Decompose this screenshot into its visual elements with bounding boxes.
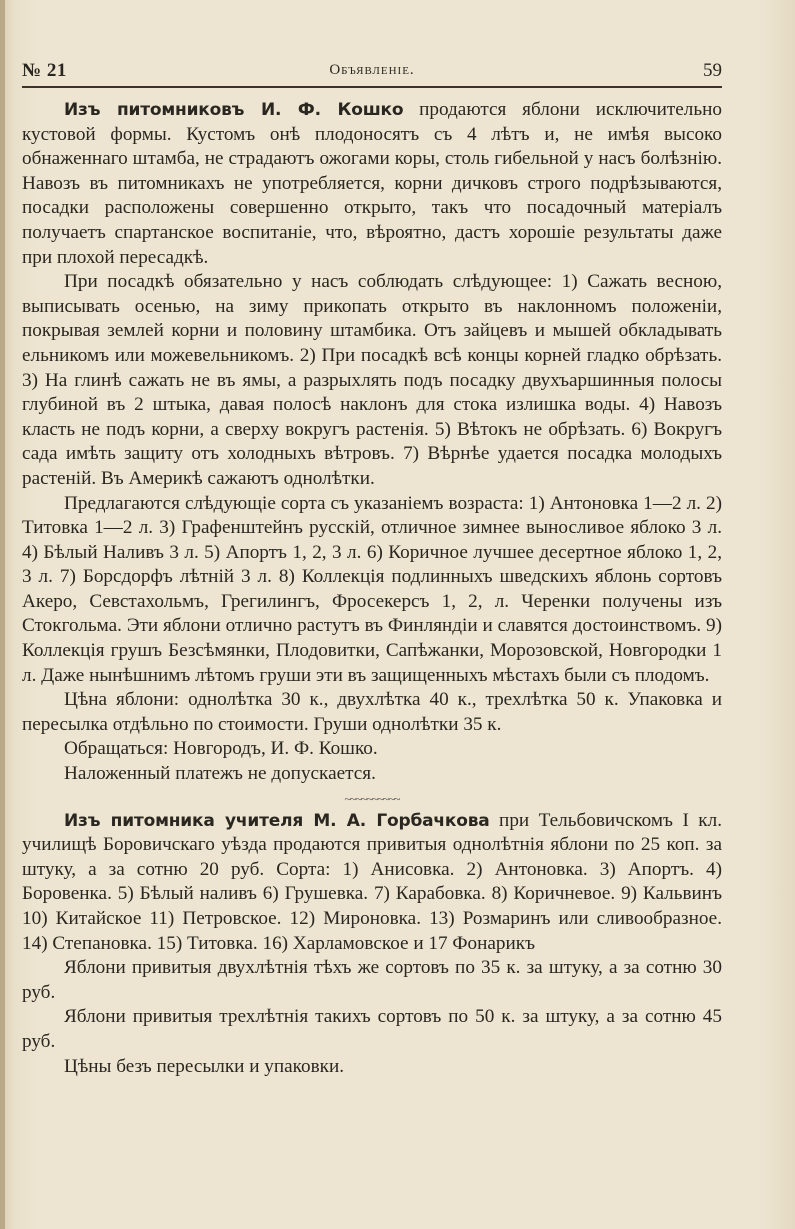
ad1-varieties: Предлагаются слѣдующіе сорта съ указаніемъ возраста: 1) Антоновка 1—2 л. 2) Титовка 1—2 л. 3) Графенштейнъ русскій, отличное зимнее выносливое яблоко 3 л. 4) Бѣлый Наливъ 3 л. 5) Апортъ 1, 2, 3 л. 6) Коричное лучшее десертное яблоко 1, 2, 3 л. 7) Борсдорфъ лѣтній 3 л. 8) Коллекція подлинныхъ шведскихъ яблонь сортовъ Акеро, Севстахольмъ, Грегилингъ, Фросекерсъ 1, 2, л. Черенки получены изъ Стокгольма. Эти яблони отлично растутъ въ Финляндіи и славятся достоинствомъ. 9) Коллекція грушъ Безсѣмянки, Плодовитки, Сапѣжанки, Морозовской, Новгородки 1 л. Даже нынѣшнимъ лѣтомъ груши эти въ защищенныхъ мѣстахъ были съ плодомъ. (22, 492, 722, 686)
page-number: 59 (703, 60, 722, 81)
ad1-planting-rules: При посадкѣ обязательно у насъ соблюдать слѣдующее: 1) Сажать весною, выписывать осенью, на зиму прикопать открыто въ наклонномъ положеніи, покрывая землей корни и половину штамбика. Отъ зайцевъ и мышей обкладывать ельникомъ или можевельникомъ. 2) При посадкѣ всѣ концы корней гладко обрѣзать. 3) На глинѣ сажать не въ ямы, а разрыхлять подъ посадку двухъаршинныя полосы глубиной въ 2 штыка, давая полосѣ наклонъ для стока излишка воды. 4) Навозъ класть не подъ корни, а сверху вокругъ растенія. 5) Вѣтокъ не обрѣзать. 6) Вокругъ сада имѣть защиту отъ холодныхъ вѣтровъ. 7) Вѣрнѣе удается посадка молодыхъ растеній. Въ Америкѣ сажаютъ однолѣтки. (22, 271, 722, 489)
ad2-two-year-prices: Яблони привитыя двухлѣтнія тѣхъ же сортовъ по 35 к. за штуку, а за сотню 30 руб. (22, 957, 722, 1003)
ad2-intro-text: при Тельбовичскомъ I кл. училищѣ Боровичскаго уѣзда продаются привитыя однолѣтнія яблони по 25 коп. за штуку, а за сотню 20 руб. Сорта: 1) Анисовка. 2) Антоновка. 3) Апортъ. 4) Боровенка. 5) Бѣлый наливъ 6) Грушевка. 7) Карабовка. 8) Коричневое. 9) Кальвинъ 10) Китайское 11) Петровское. 12) Мироновка. 13) Розмаринъ или сливообразное. 14) Степановка. 15) Титовка. 16) Харламовское и 17 Фонарикъ (22, 809, 723, 954)
section-divider: ~~~~~~~~~~ (344, 791, 400, 806)
ad1-prices: Цѣна яблони: однолѣтка 30 к., двухлѣтка 40 к., трехлѣтка 50 к. Упаковка и пересылка отдѣльно по стоимости. Груши однолѣтки 35 к. (22, 689, 722, 735)
ad1-payment-note: Наложенный платежъ не допускается. (64, 763, 376, 785)
ad1-intro-text: продаются яблони исключительно кустовой формы. Кустомъ онѣ плодоносятъ съ 4 лѣтъ и, не имѣя высоко обнаженнаго штамба, не страдаютъ ожогами коры, столь гибельной у насъ болѣзнію. Навозъ въ питомникахъ не употребляется, корни дичковъ строго подрѣзываются, посадки расположены совершенно открыто, такъ что посадочный матеріалъ получаетъ спартанское воспитаніе, что, вѣроятно, дастъ хорошіе результаты даже при плохой пересадкѣ. (22, 99, 722, 268)
page-header (22, 58, 722, 88)
ad2-nursery-name: Изъ питомника учителя М. А. Горбачкова (64, 810, 490, 831)
ad2-intro-paragraph (22, 809, 722, 957)
ad1-contact: Обращаться: Новгородъ, И. Ф. Кошко. (64, 738, 378, 760)
ad2-shipping-note: Цѣны безъ пересылки и упаковки. (64, 1055, 345, 1077)
page-body (22, 98, 722, 1079)
ad2-three-year-prices: Яблони привитыя трехлѣтнія такихъ сортовъ по 50 к. за штуку, а за сотню 45 руб. (22, 1006, 722, 1052)
ad1-nursery-name: Изъ питомниковъ И. Ф. Кошко (64, 100, 404, 120)
page-spine-edge (0, 0, 5, 1229)
section-title: Объявленіе. (329, 62, 415, 78)
ad1-intro-paragraph (22, 98, 722, 270)
issue-number: № 21 (22, 60, 67, 81)
